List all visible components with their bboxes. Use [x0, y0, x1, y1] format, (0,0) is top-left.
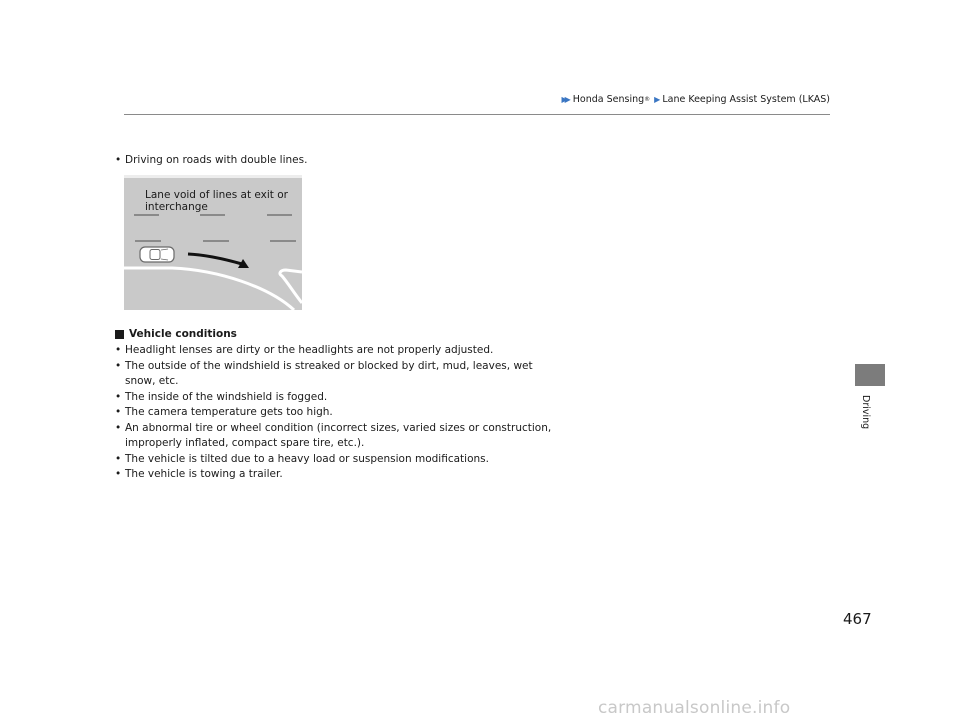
list-item: [115, 343, 551, 359]
list-item-text: The camera temperature gets too high.: [125, 406, 333, 418]
list-item-text: The outside of the windshield is streaked or blocked by dirt, mud, leaves, wet: [125, 359, 533, 372]
list-item: [115, 359, 551, 375]
breadcrumb: [561, 94, 830, 105]
car-icon: [140, 247, 174, 262]
list-item-continuation: [115, 436, 551, 452]
page-header: [0, 94, 830, 106]
breadcrumb-item-honda-sensing[interactable]: Honda Sensing: [572, 94, 645, 105]
list-item-text: snow, etc.: [125, 375, 179, 387]
page-number: 467: [843, 610, 872, 628]
list-item-text: improperly inflated, compact spare tire, etc.).: [125, 437, 365, 449]
bullet-text: Driving on roads with double lines.: [125, 154, 308, 166]
list-item: [115, 421, 551, 437]
watermark: carmanualsonline.info: [598, 698, 791, 718]
list-item: [115, 452, 551, 468]
list-item-continuation: [115, 374, 551, 390]
list-item-text: Headlight lenses are dirty or the headlights are not properly adjusted.: [125, 344, 494, 356]
vehicle-conditions-list: [115, 343, 551, 483]
breadcrumb-arrow-icon: ▶: [654, 95, 658, 104]
list-item-text: The inside of the windshield is fogged.: [125, 390, 328, 403]
breadcrumb-item-lkas[interactable]: Lane Keeping Assist System (LKAS): [662, 94, 830, 105]
list-item-text: The vehicle is tilted due to a heavy load or suspension modifications.: [125, 452, 489, 465]
chapter-label: [852, 395, 892, 435]
chapter-tab[interactable]: [855, 364, 885, 386]
list-item-text: The vehicle is towing a trailer.: [125, 468, 283, 480]
header-divider: [124, 114, 830, 115]
chapter-label-text: Driving: [860, 395, 871, 430]
list-item: [115, 390, 551, 406]
square-bullet-icon: [115, 330, 124, 339]
callout-text-line2: interchange: [145, 201, 208, 213]
breadcrumb-arrow-icon: ▶▶: [561, 95, 568, 104]
road-diagram: [124, 175, 302, 310]
list-item: [115, 467, 551, 483]
section-heading: [115, 328, 237, 340]
list-item: [115, 153, 307, 169]
registered-mark: ®: [644, 96, 651, 103]
section-heading-text: Vehicle conditions: [129, 328, 237, 340]
road-top-edge: [124, 175, 302, 178]
list-item: [115, 405, 551, 421]
lane-illustration: [124, 175, 302, 310]
list-item-text: An abnormal tire or wheel condition (incorrect sizes, varied sizes or construction,: [125, 421, 552, 434]
callout-text: Lane void of lines at exit or: [145, 189, 289, 201]
